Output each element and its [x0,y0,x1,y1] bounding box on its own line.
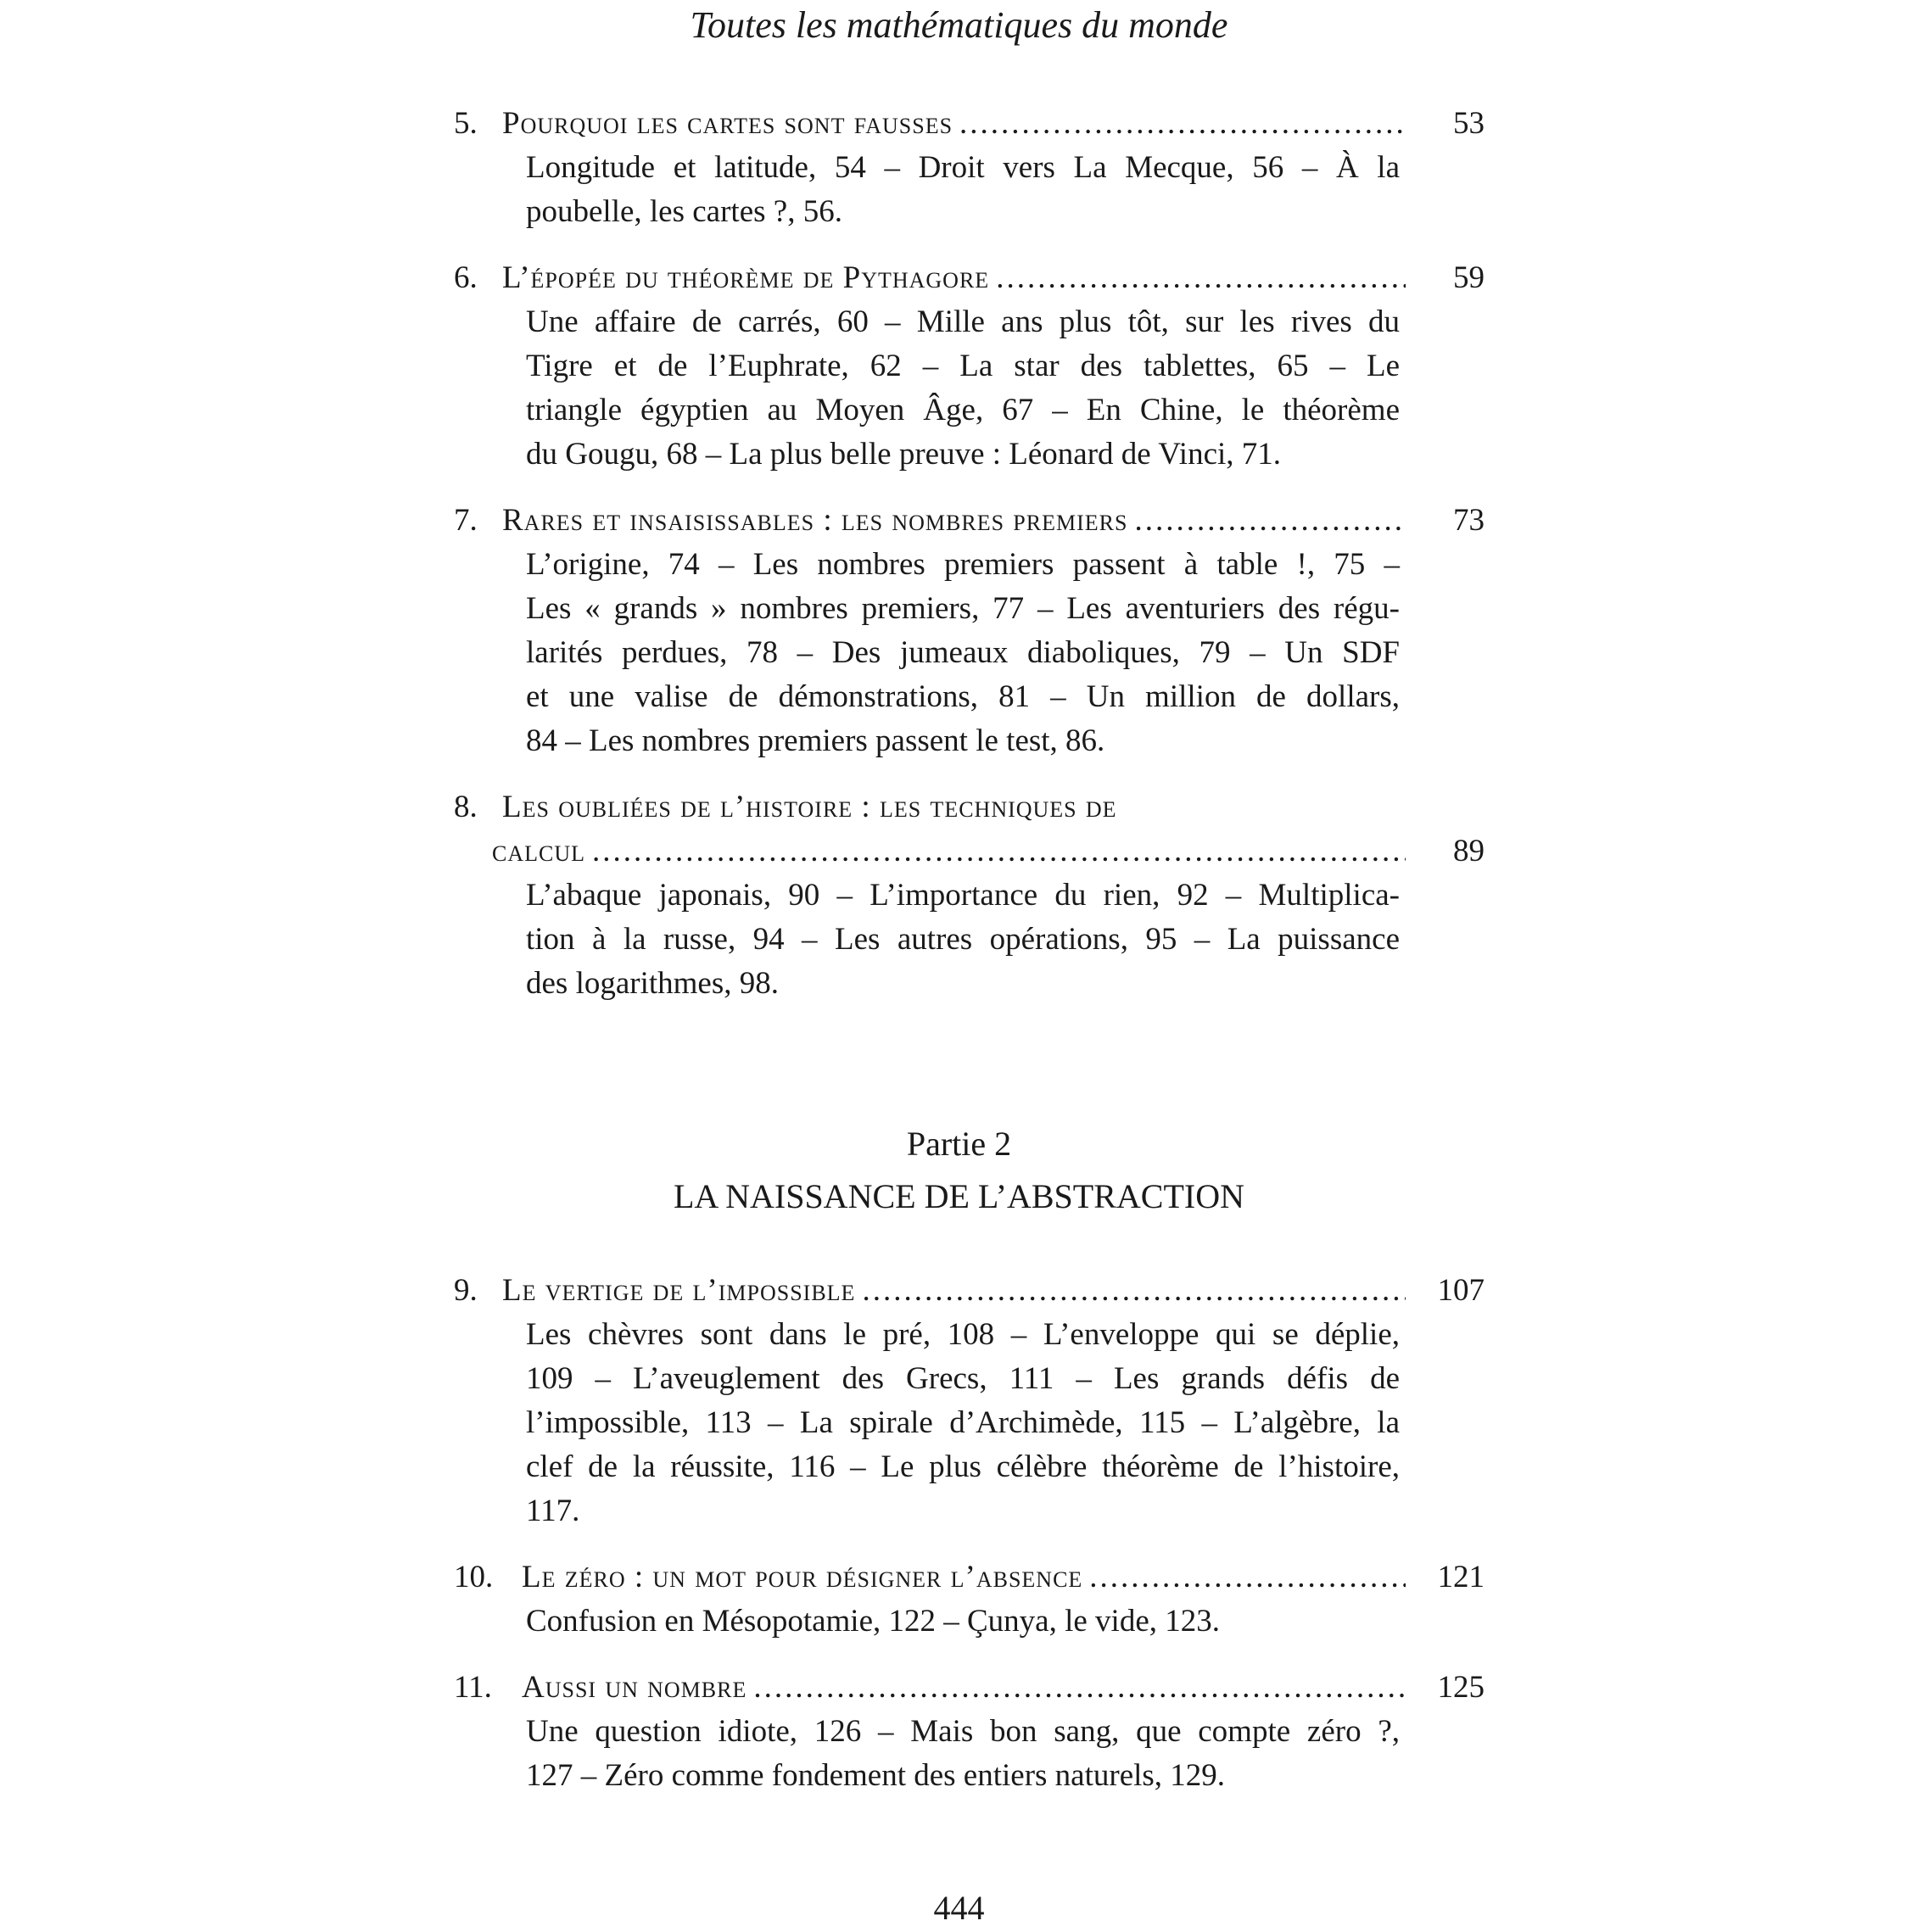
entry-title: Le vertige de l’impossible [502,1273,856,1308]
toc-part-1 [454,102,1485,1006]
toc-entry-9[interactable] [454,1269,1485,1533]
entry-number: 7. [454,503,478,538]
toc-entry-10[interactable] [454,1555,1485,1644]
entry-title: Le zéro : un mot pour désigner l’absence [522,1560,1083,1594]
entry-number: 8. [454,790,478,824]
page-number: 444 [933,1889,985,1927]
part-label: Partie 2 [906,1125,1012,1163]
toc-entry-7[interactable] [454,499,1485,763]
entry-description: Une affaire de carrés, 60 – Mille ans plus tôt, sur les rives du Tigre et de l’Euphrate, 62 – La star des tablettes, 65 – Le triangle égyptien au Moyen Âge, 67 – En Chine, le théorème du Gougu, 68 – La plus belle preuve : Léonard de Vinci, 71. [526,304,1400,472]
entry-number: 11. [454,1670,492,1705]
dot-leader [862,1269,1406,1313]
dot-leader [959,102,1406,146]
entry-description: L’origine, 74 – Les nombres premiers passent à table !, 75 – Les « grands » nombres premiers, 77 – Les aventuriers des régu- larités perdues, 78 – Des jumeaux diaboliques, 79 – Un SDF et une valise de démonstrations, 81 – Un million de dollars, 84 – Les nombres premiers passent le test, 86. [526,547,1400,758]
entry-description: Longitude et latitude, 54 – Droit vers La Mecque, 56 – À la poubelle, les cartes ?, 56. [526,150,1400,229]
toc-entry-11[interactable] [454,1666,1485,1798]
entry-description: Les chèvres sont dans le pré, 108 – L’enveloppe qui se déplie, 109 – L’aveuglement des Grecs, 111 – Les grands défis de l’impossible, 113 – La spirale d’Archimède, 115 – L’algèbre, la clef de la réussite, 116 – Le plus célèbre théorème de l’histoire, 117. [526,1317,1400,1528]
entry-title-line-2: calcul [492,834,585,868]
entry-title: Rares et insaisissables : les nombres premiers [502,503,1128,538]
toc-part-2 [454,1269,1485,1798]
part-title: LA NAISSANCE DE L’ABSTRACTION [673,1177,1244,1215]
entry-number: 10. [454,1560,494,1594]
dot-leader [592,829,1406,874]
entry-page-number: 73 [1453,503,1485,538]
entry-title: Pourquoi les cartes sont fausses [502,106,953,141]
toc-entry-8[interactable] [454,785,1485,1006]
entry-page-number: 89 [1453,834,1485,868]
entry-page-number: 121 [1437,1560,1485,1594]
entry-description: Une question idiote, 126 – Mais bon sang, que compte zéro ?, 127 – Zéro comme fondement des entiers naturels, 129. [526,1714,1400,1793]
entry-title: Aussi un nombre [522,1670,747,1705]
entry-page-number: 125 [1437,1670,1485,1705]
entry-number: 5. [454,106,478,141]
dot-leader [1134,499,1406,543]
entry-page-number: 59 [1453,260,1485,295]
entry-number: 9. [454,1273,478,1308]
entry-page-number: 53 [1453,106,1485,141]
entry-title-line-1: Les oubliées de l’histoire : les techniques de [502,790,1117,824]
entry-number: 6. [454,260,478,295]
dot-leader [1089,1555,1406,1600]
entry-description: Confusion en Mésopotamie, 122 – Çunya, le vide, 123. [526,1604,1221,1639]
entry-page-number: 107 [1437,1273,1485,1308]
dot-leader [753,1666,1406,1710]
entry-description: L’abaque japonais, 90 – L’importance du rien, 92 – Multiplica- tion à la russe, 94 – Les autres opérations, 95 – La puissance des logarithmes, 98. [526,878,1400,1001]
dot-leader [996,256,1406,300]
toc-entry-5[interactable] [454,102,1485,234]
toc-entry-6[interactable] [454,256,1485,477]
running-head: Toutes les mathématiques du monde [690,4,1228,46]
entry-title: L’épopée du théorème de Pythagore [502,260,990,295]
